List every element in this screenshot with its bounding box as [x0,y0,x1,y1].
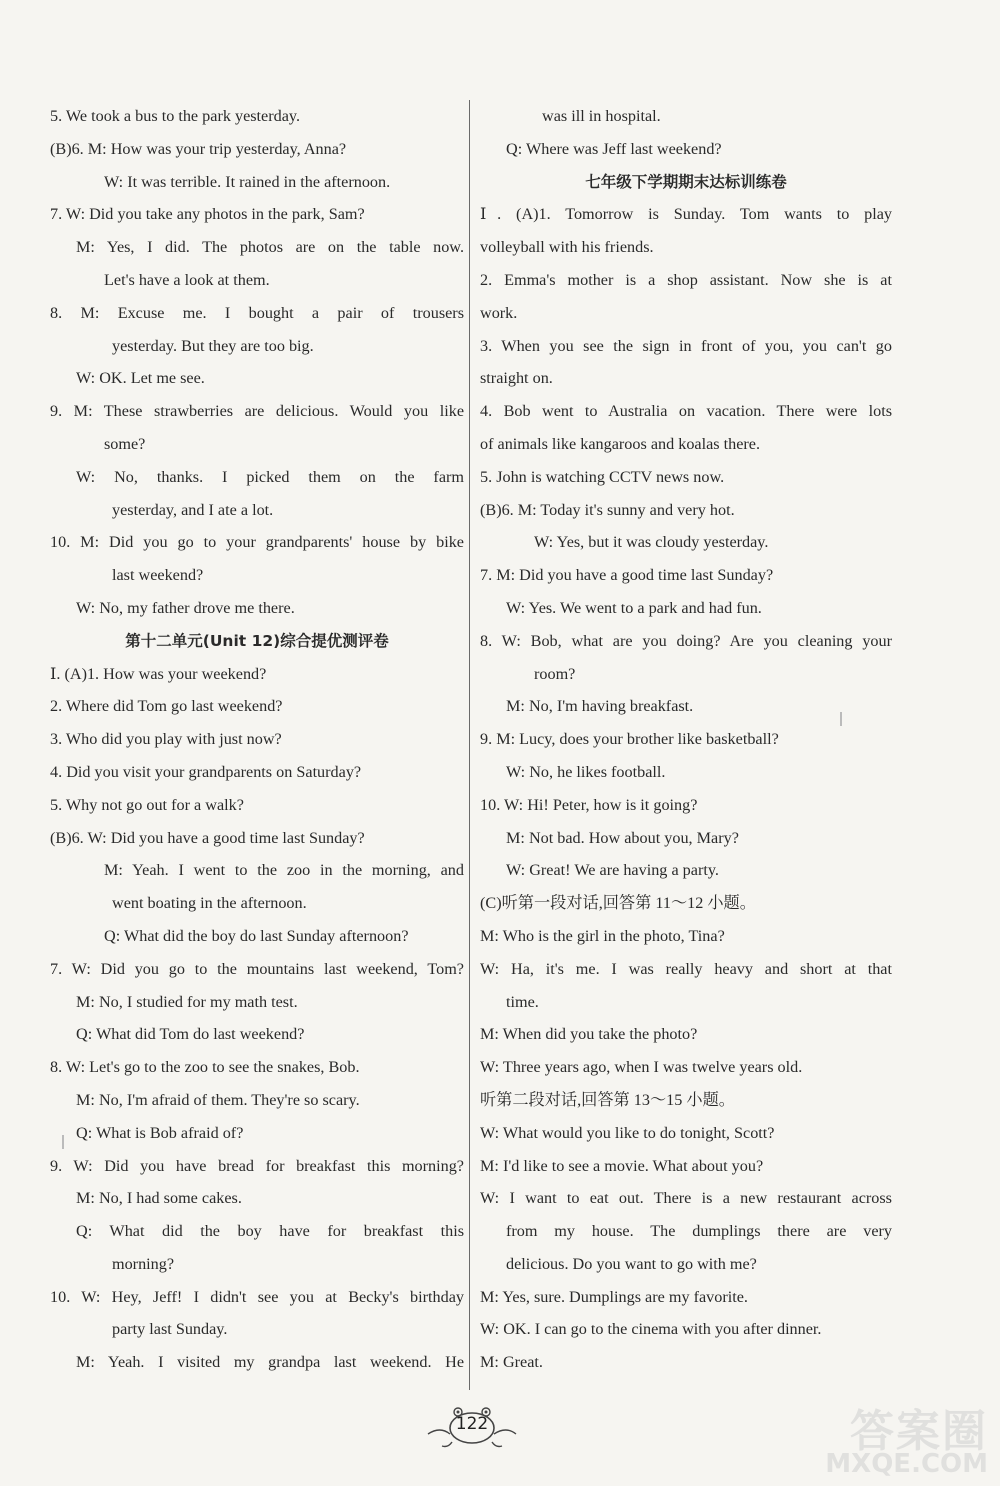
text-line: work. [480,303,518,322]
text-line: 10. W: Hi! Peter, how is it going? [480,795,698,814]
text-line: 听第二段对话,回答第 13～15 小题。 [480,1090,735,1109]
text-line: yesterday. But they are too big. [112,336,314,355]
text-line: 5. We took a bus to the park yesterday. [50,107,300,125]
text-line: 10. W: Hey, Jeff! I didn't see you at Becky's birthday [50,1287,464,1306]
text-line: last weekend? [112,566,204,585]
section-heading: 七年级下学期期末达标训练卷 [585,172,787,191]
text-line: Q: What did the boy have for breakfast this [76,1222,464,1241]
section-heading: 第十二单元(Unit 12)综合提优测评卷 [125,631,389,650]
right-column [480,100,892,1379]
text-line: W: Three years ago, when I was twelve years old. [480,1058,803,1077]
text-line: M: Yeah. I went to the zoo in the morning, and [104,861,464,880]
text-line: of animals like kangaroos and koalas there. [480,434,761,453]
text-line: W: No, thanks. I picked them on the farm [76,467,464,486]
text-line: 9. M: These strawberries are delicious. Would you like [50,402,464,421]
text-line: M: I'd like to see a movie. What about you? [480,1156,764,1175]
text-line: (B)6. M: Today it's sunny and very hot. [480,500,735,519]
text-line: W: What would you like to do tonight, Scott? [480,1123,775,1142]
text-line: Q: What did the boy do last Sunday afternoon? [104,926,409,945]
text-line: 10. M: Did you go to your grandparents' house by bike [50,533,464,552]
text-line: W: I want to eat out. There is a new restaurant across [480,1189,892,1208]
text-line: M: No, I'm having breakfast. [506,697,694,716]
text-line: 4. Bob went to Australia on vacation. There were lots [480,402,892,421]
text-line: party last Sunday. [112,1320,228,1339]
text-line: M: When did you take the photo? [480,1025,698,1044]
text-line: from my house. The dumplings there are very [506,1222,892,1241]
text-line: (B)6. W: Did you have a good time last Sunday? [50,828,365,847]
text-line: Q: What did Tom do last weekend? [76,1025,305,1044]
text-line: 7. W: Did you go to the mountains last weekend, Tom? [50,959,464,978]
text-line: 7. M: Did you have a good time last Sunday? [480,566,774,585]
text-line: 5. Why not go out for a walk? [50,795,244,814]
watermark-url: MXQE.COM [825,1449,988,1479]
text-line: Ⅰ. (A)1. Tomorrow is Sunday. Tom wants to play [480,205,892,224]
watermark-logo-text: 答案圈 [850,1406,988,1457]
text-line: volleyball with his friends. [480,238,654,257]
text-line: W: No, my father drove me there. [76,598,295,617]
text-line: W: Ha, it's me. I was really heavy and short at that [480,959,892,978]
text-line: Q: Where was Jeff last weekend? [506,139,722,158]
text-line: 2. Emma's mother is a shop assistant. Now she is at [480,270,892,289]
text-line: W: Great! We are having a party. [506,861,719,880]
text-line: went boating in the afternoon. [112,894,307,913]
text-line: W: OK. Let me see. [76,369,205,388]
text-line: M: Who is the girl in the photo, Tina? [480,926,725,945]
text-line: W: OK. I can go to the cinema with you after dinner. [480,1320,822,1339]
text-line: W: No, he likes football. [506,762,666,781]
text-line: M: Great. [480,1353,543,1372]
text-line: Let's have a look at them. [104,270,270,289]
column-divider [469,100,470,1390]
text-line: M: Not bad. How about you, Mary? [506,828,739,847]
text-line: M: No, I studied for my math test. [76,992,298,1011]
text-line: W: Yes, but it was cloudy yesterday. [534,533,769,552]
text-line: (C)听第一段对话,回答第 11～12 小题。 [480,894,756,913]
text-line: 3. Who did you play with just now? [50,730,282,749]
text-line: 5. John is watching CCTV news now. [480,467,725,486]
text-line: Q: What is Bob afraid of? [76,1123,244,1142]
text-line: time. [506,992,539,1011]
watermark [806,1395,996,1483]
text-line: 3. When you see the sign in front of you, you can't go [480,336,892,355]
text-line: 8. W: Let's go to the zoo to see the snakes, Bob. [50,1058,360,1077]
text-line: M: No, I'm afraid of them. They're so scary. [76,1090,360,1109]
scan-mark [62,1135,64,1149]
left-column [50,100,464,1379]
text-line: M: No, I had some cakes. [76,1189,242,1208]
text-line: 4. Did you visit your grandparents on Saturday? [50,762,362,781]
text-line: some? [104,434,146,453]
text-line: 7. W: Did you take any photos in the park, Sam? [50,205,365,224]
text-line: M: Yeah. I visited my grandpa last weekend. He [76,1353,464,1372]
text-line: room? [534,664,576,683]
scan-mark [840,712,842,726]
text-line: M: Yes, sure. Dumplings are my favorite. [480,1287,748,1306]
text-line: M: Yes, I did. The photos are on the table now. [76,238,464,257]
text-line: W: Yes. We went to a park and had fun. [506,598,762,617]
text-line: 8. W: Bob, what are you doing? Are you cleaning your [480,631,892,650]
text-line: delicious. Do you want to go with me? [506,1254,757,1273]
text-line: morning? [112,1254,175,1273]
text-line: 9. M: Lucy, does your brother like basketball? [480,730,779,749]
text-line: straight on. [480,369,553,388]
text-line: (B)6. M: How was your trip yesterday, Anna? [50,139,347,158]
text-line: 8. M: Excuse me. I bought a pair of trousers [50,303,464,322]
text-line: W: It was terrible. It rained in the afternoon. [104,172,391,191]
page-number: 122 [455,1414,489,1434]
text-line: was ill in hospital. [542,107,661,125]
text-line: 2. Where did Tom go last weekend? [50,697,283,716]
page-number-emblem [420,1404,524,1448]
text-line: 9. W: Did you have bread for breakfast this morning? [50,1156,464,1175]
text-line: Ⅰ. (A)1. How was your weekend? [50,664,267,683]
text-line: yesterday, and I ate a lot. [112,500,274,519]
